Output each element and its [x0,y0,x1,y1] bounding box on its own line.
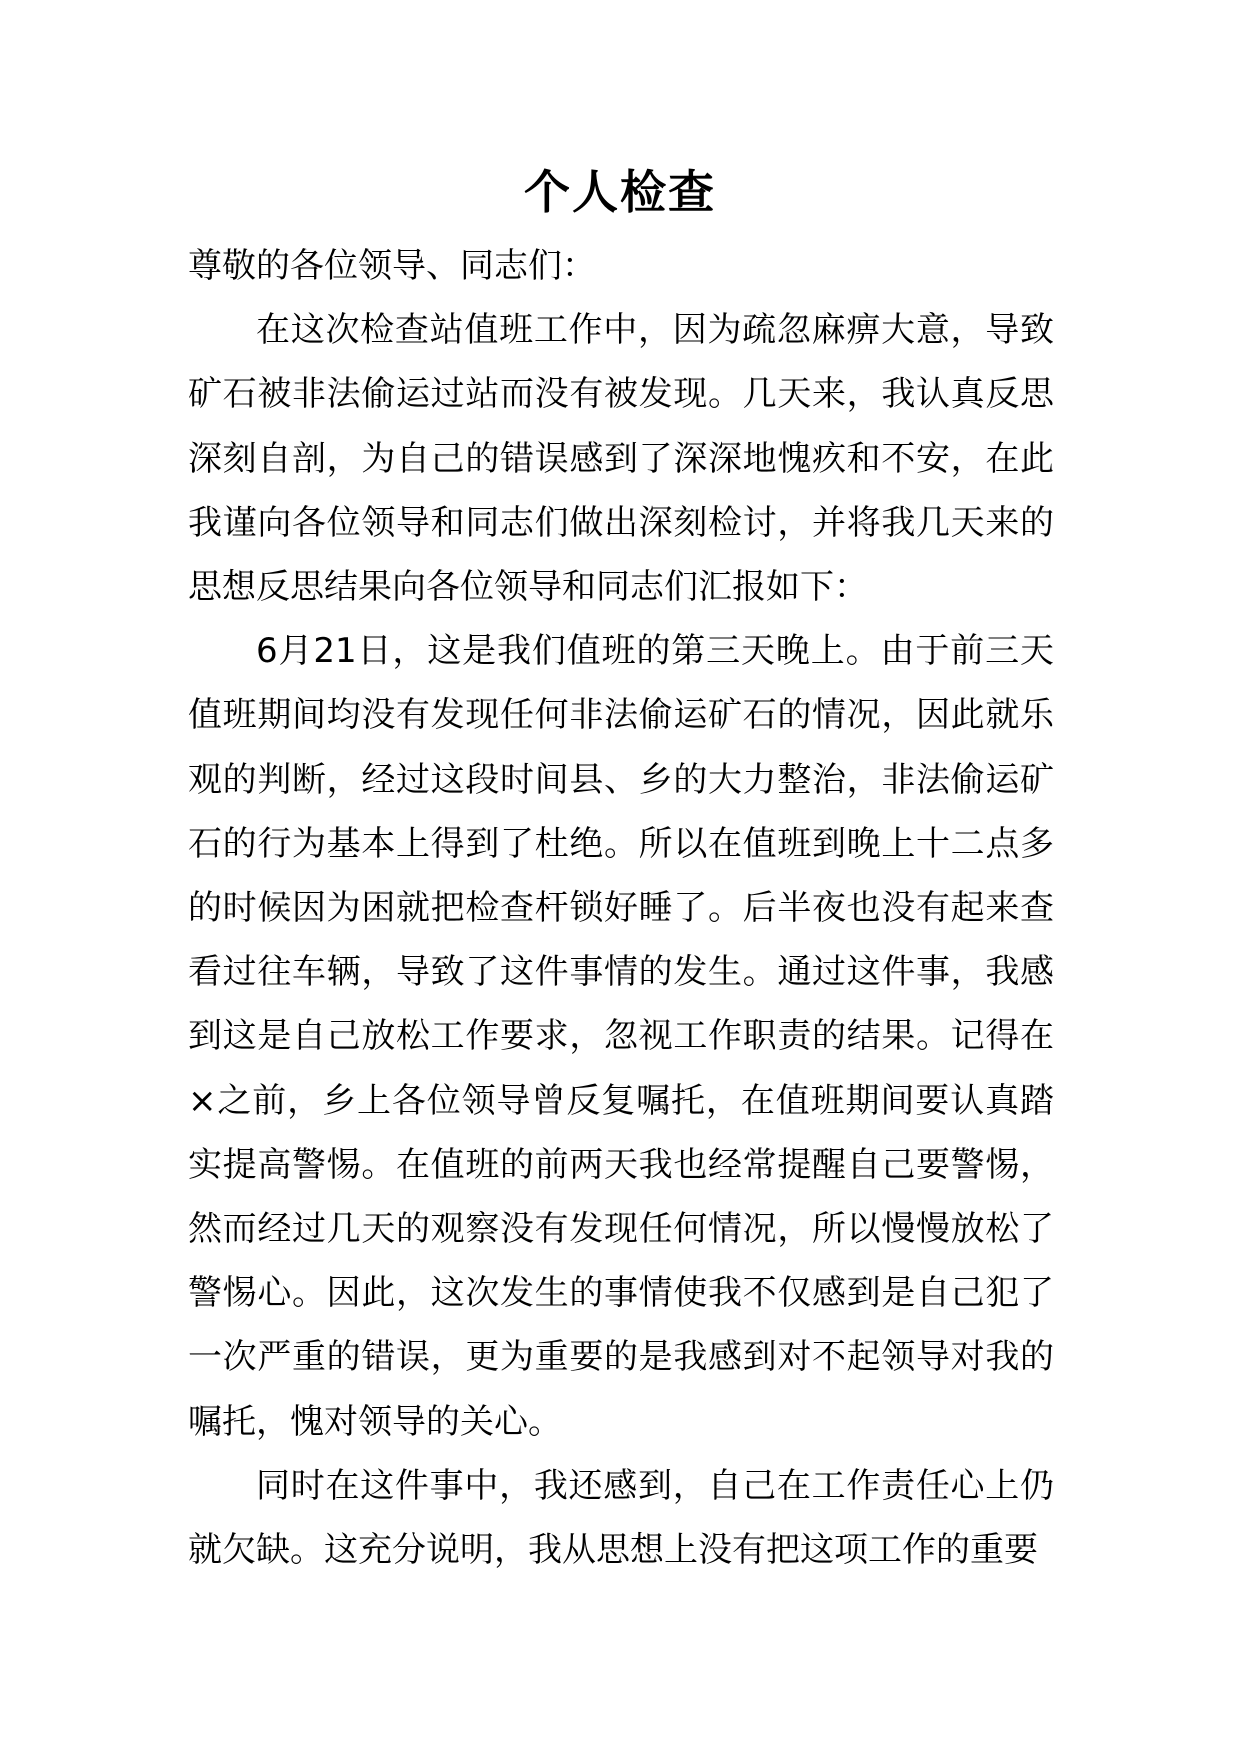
document-body [188,234,1054,1582]
paragraph-1: 在这次检查站值班工作中，因为疏忽麻痹大意，导致矿石被非法偷运过站而没有被发现。几天来，我认真反思深刻自剖，为自己的错误感到了深深地愧疚和不安，在此我谨向各位领导和同志们做出深刻检讨，并将我几天来的思想反思结果向各位领导和同志们汇报如下： [188,310,1054,608]
paragraph-3: 同时在这件事中，我还感到，自己在工作责任心上仍就欠缺。这充分说明，我从思想上没有把这项工作的重要 [188,1465,1054,1571]
document-title: 个人检查 [524,165,716,219]
paragraph-2: 6月21日，这是我们值班的第三天晚上。由于前三天值班期间均没有发现任何非法偷运矿石的情况，因此就乐观的判断，经过这段时间县、乡的大力整治，非法偷运矿石的行为基本上得到了杜绝。所以在值班到晚上十二点多的时候因为困就把检查杆锁好睡了。后半夜也没有起来查看过往车辆，导致了这件事情的发生。通过这件事，我感到这是自己放松工作要求，忽视工作职责的结果。记得在×之前，乡上各位领导曾反复嘱托，在值班期间要认真踏实提高警惕。在值班的前两天我也经常提醒自己要警惕，然而经过几天的观察没有发现任何情况，所以慢慢放松了警惕心。因此，这次发生的事情使我不仅感到是自己犯了一次严重的错误，更为重要的是我感到对不起领导对我的嘱托，愧对领导的关心。 [188,631,1054,1442]
salutation: 尊敬的各位领导、同志们： [188,246,596,286]
